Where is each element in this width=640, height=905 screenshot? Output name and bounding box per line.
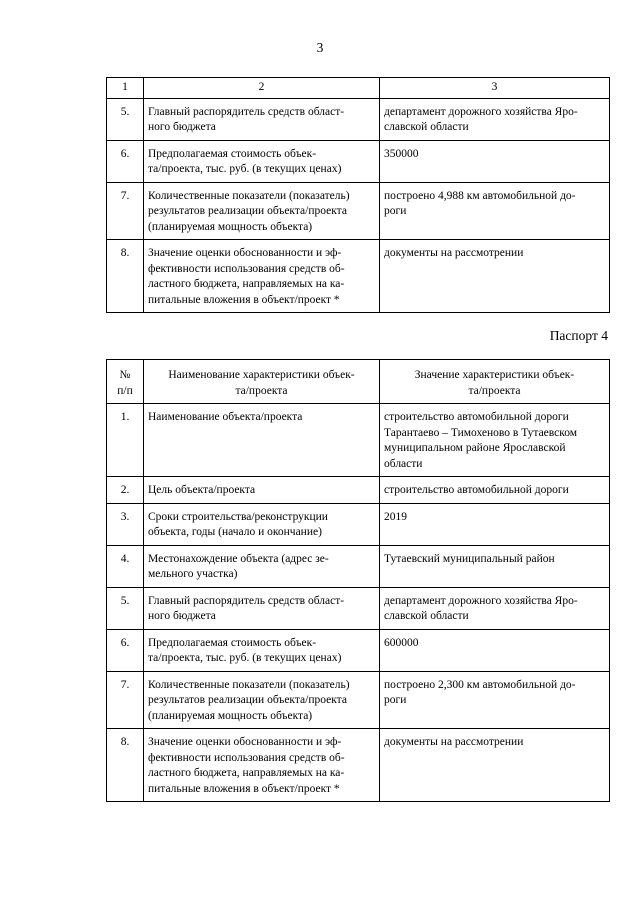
characteristic-name: Главный распорядитель средств област- ного бюджета [144,587,380,629]
characteristic-name: Главный распорядитель средств област- ного бюджета [144,98,380,140]
table-row [107,671,610,729]
table-row [107,629,610,671]
characteristic-value: документы на рассмотрении [380,240,610,313]
row-number: 6. [107,140,144,182]
characteristic-value: департамент дорожного хозяйства Яро- славской области [380,587,610,629]
table-row [107,477,610,504]
characteristic-value: документы на рассмотрении [380,729,610,802]
table-row [107,98,610,140]
characteristic-name: Значение оценки обоснованности и эф- фективности использования средств об- ластного бюджета, направляемых на ка- питальные вложения в объект/проект * [144,240,380,313]
characteristic-name: Местонахождение объекта (адрес зе- мельного участка) [144,545,380,587]
table-row [107,545,610,587]
row-number: 7. [107,671,144,729]
table-row [107,182,610,240]
characteristic-name: Цель объекта/проекта [144,477,380,504]
row-number: 8. [107,729,144,802]
characteristic-value: Тутаевский муниципальный район [380,545,610,587]
table-row [107,587,610,629]
header-number: № п/п [107,360,144,404]
characteristic-name: Количественные показатели (показатель) результатов реализации объекта/проекта (планируемая мощность объекта) [144,671,380,729]
table-row [107,140,610,182]
column-number-2: 2 [144,78,380,99]
characteristic-value: 2019 [380,503,610,545]
characteristic-name: Значение оценки обоснованности и эф- фективности использования средств об- ластного бюджета, направляемых на ка- питальные вложения в объект/проект * [144,729,380,802]
passport-4-table [106,359,610,802]
row-number: 2. [107,477,144,504]
table-row [107,729,610,802]
table-row [107,240,610,313]
characteristic-value: строительство автомобильной дороги Тарантаево – Тимохеново в Тутаевском муниципальном районе Ярославской области [380,404,610,477]
row-number: 6. [107,629,144,671]
row-number: 8. [107,240,144,313]
column-number-3: 3 [380,78,610,99]
header-characteristic-value: Значение характеристики объек- та/проекта [380,360,610,404]
row-number: 7. [107,182,144,240]
characteristic-value: 600000 [380,629,610,671]
characteristic-name: Сроки строительства/реконструкции объекта, годы (начало и окончание) [144,503,380,545]
table-row [107,404,610,477]
characteristic-name: Предполагаемая стоимость объек- та/проекта, тыс. руб. (в текущих ценах) [144,629,380,671]
row-number: 3. [107,503,144,545]
characteristic-value: построено 2,300 км автомобильной до- роги [380,671,610,729]
row-number: 5. [107,98,144,140]
column-number-1: 1 [107,78,144,99]
page-number: 3 [316,40,324,55]
characteristic-name: Наименование объекта/проекта [144,404,380,477]
table-header-row [107,360,610,404]
header-characteristic-name: Наименование характеристики объек- та/проекта [144,360,380,404]
characteristic-value: 350000 [380,140,610,182]
row-number: 1. [107,404,144,477]
characteristic-value: строительство автомобильной дороги [380,477,610,504]
table-row [107,503,610,545]
characteristic-name: Предполагаемая стоимость объек- та/проекта, тыс. руб. (в текущих ценах) [144,140,380,182]
row-number: 4. [107,545,144,587]
passport-3-continuation-table [106,77,610,313]
characteristic-value: департамент дорожного хозяйства Яро- славской области [380,98,610,140]
table-header-row [107,78,610,99]
characteristic-name: Количественные показатели (показатель) результатов реализации объекта/проекта (планируемая мощность объекта) [144,182,380,240]
row-number: 5. [107,587,144,629]
characteristic-value: построено 4,988 км автомобильной до- роги [380,182,610,240]
passport-title: Паспорт 4 [549,328,608,343]
